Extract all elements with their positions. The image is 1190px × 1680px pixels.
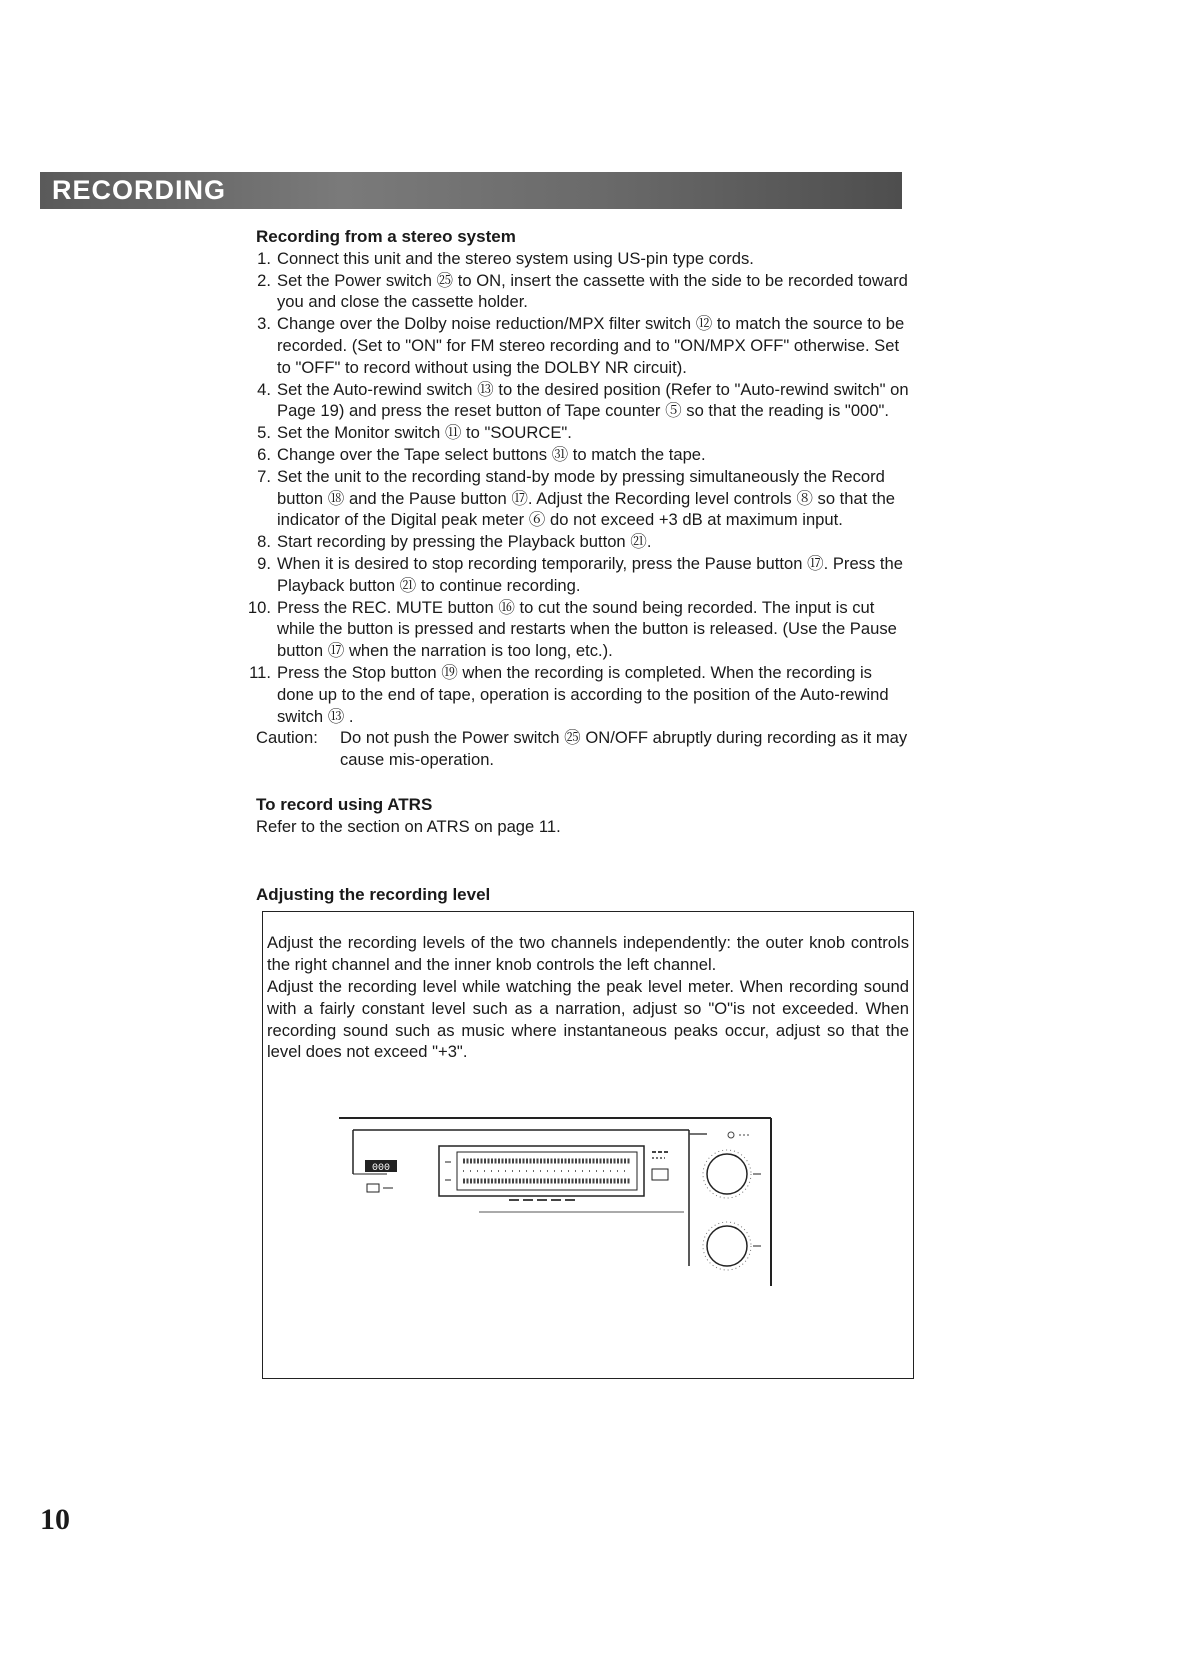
step-text: Set the Monitor switch ⑪ to "SOURCE".	[277, 423, 572, 443]
step-number: 5.	[257, 423, 271, 443]
counter-digits: 000	[371, 1163, 391, 1175]
step-text: Set the Auto-rewind switch ⑬ to the desired position (Refer to "Auto-rewind switch" on Page 19) and press the reset button of Tape counter ⑤ so that the reading is "000".	[277, 379, 909, 421]
step-text: Press the REC. MUTE button ⑯ to cut the sound being recorded. The input is cut while the button is pressed and restarts when the button is released. (Use the Pause button ⑰ when the narration is too long, etc.).	[277, 597, 897, 661]
step-number: 8.	[257, 532, 271, 552]
step-number: 10.	[247, 597, 271, 617]
list-item	[256, 379, 910, 423]
section-heading-stereo: Recording from a stereo system	[256, 227, 516, 246]
list-item	[256, 531, 910, 553]
step-number: 4.	[257, 379, 271, 399]
banner-title: RECORDING	[52, 175, 227, 205]
step-number: 11.	[249, 662, 271, 682]
step-text: Change over the Tape select buttons ㉛ to match the tape.	[277, 444, 706, 464]
list-item	[256, 553, 910, 597]
page-content	[247, 226, 910, 1379]
step-text: Change over the Dolby noise reduction/MPX filter switch ⑫ to match the source to be recorded. (Set to "ON" for FM stereo recording and to "ON/MPX OFF" otherwise. Set to "OFF" to record without using the DOLBY NR circuit).	[277, 314, 905, 377]
atrs-section	[256, 794, 910, 838]
section-banner	[40, 172, 902, 209]
reset-button-icon	[367, 1184, 379, 1192]
level-info-box	[262, 911, 914, 1379]
step-number: 9.	[257, 553, 271, 573]
atrs-text: Refer to the section on ATRS on page 11.	[256, 816, 561, 836]
step-text: When it is desired to stop recording temporarily, press the Pause button ⑰. Press the Playback button ㉑ to continue recording.	[277, 553, 903, 595]
step-text: Set the unit to the recording stand-by mode by pressing simultaneously the Record button ⑱ and the Pause button ⑰. Adjust the Recording level controls ⑧ so that the indicator of the Digital peak meter ⑥ do not exceed +3 dB at maximum input.	[277, 466, 896, 530]
list-item	[256, 248, 910, 270]
list-item	[247, 597, 910, 662]
caution-note	[256, 727, 910, 771]
list-item	[256, 444, 910, 466]
step-number: 6.	[257, 444, 271, 464]
inner-knob-icon	[703, 1222, 761, 1270]
level-para-1: Adjust the recording levels of the two channels independently: the outer knob controls the right channel and the inner knob controls the left channel.	[267, 933, 909, 975]
caution-label: Caution:	[256, 728, 318, 748]
step-number: 7.	[257, 466, 271, 486]
step-number: 1.	[257, 248, 271, 268]
step-text: Start recording by pressing the Playback button ㉑.	[277, 532, 652, 552]
step-text: Connect this unit and the stereo system using US-pin type cords.	[277, 248, 754, 268]
caution-text: Do not push the Power switch ㉕ ON/OFF abruptly during recording as it may cause mis-operation.	[340, 728, 908, 770]
list-item	[256, 466, 910, 531]
list-item	[249, 662, 910, 727]
deck-panel-illustration	[339, 1116, 799, 1306]
tape-counter	[365, 1160, 397, 1174]
section-heading-atrs: To record using ATRS	[256, 794, 433, 814]
page-number: 10	[40, 1503, 70, 1536]
level-section	[256, 884, 910, 1380]
list-item	[256, 313, 910, 378]
section-heading-level: Adjusting the recording level	[256, 884, 491, 904]
outer-knob-icon	[703, 1150, 761, 1198]
level-para-2: Adjust the recording level while watching the peak level meter. When recording sound with a fairly constant level such as a narration, adjust so "O"is not exceeded. When recording sound such as music where instantaneous peaks occur, adjust so that the level does not exceed "+3".	[267, 976, 909, 1062]
step-number: 2.	[257, 270, 271, 290]
list-item	[256, 270, 910, 314]
steps-list	[247, 248, 910, 728]
level-info-text	[263, 912, 913, 1063]
switch-icon	[652, 1169, 668, 1180]
step-text: Set the Power switch ㉕ to ON, insert the cassette with the side to be recorded toward you and close the cassette holder.	[277, 270, 908, 312]
list-item	[256, 422, 910, 444]
peak-level-meter	[439, 1146, 644, 1200]
step-text: Press the Stop button ⑲ when the recording is completed. When the recording is done up to the end of tape, operation is according to the position of the Auto-rewind switch ⑬ .	[277, 662, 889, 726]
step-number: 3.	[257, 314, 271, 334]
